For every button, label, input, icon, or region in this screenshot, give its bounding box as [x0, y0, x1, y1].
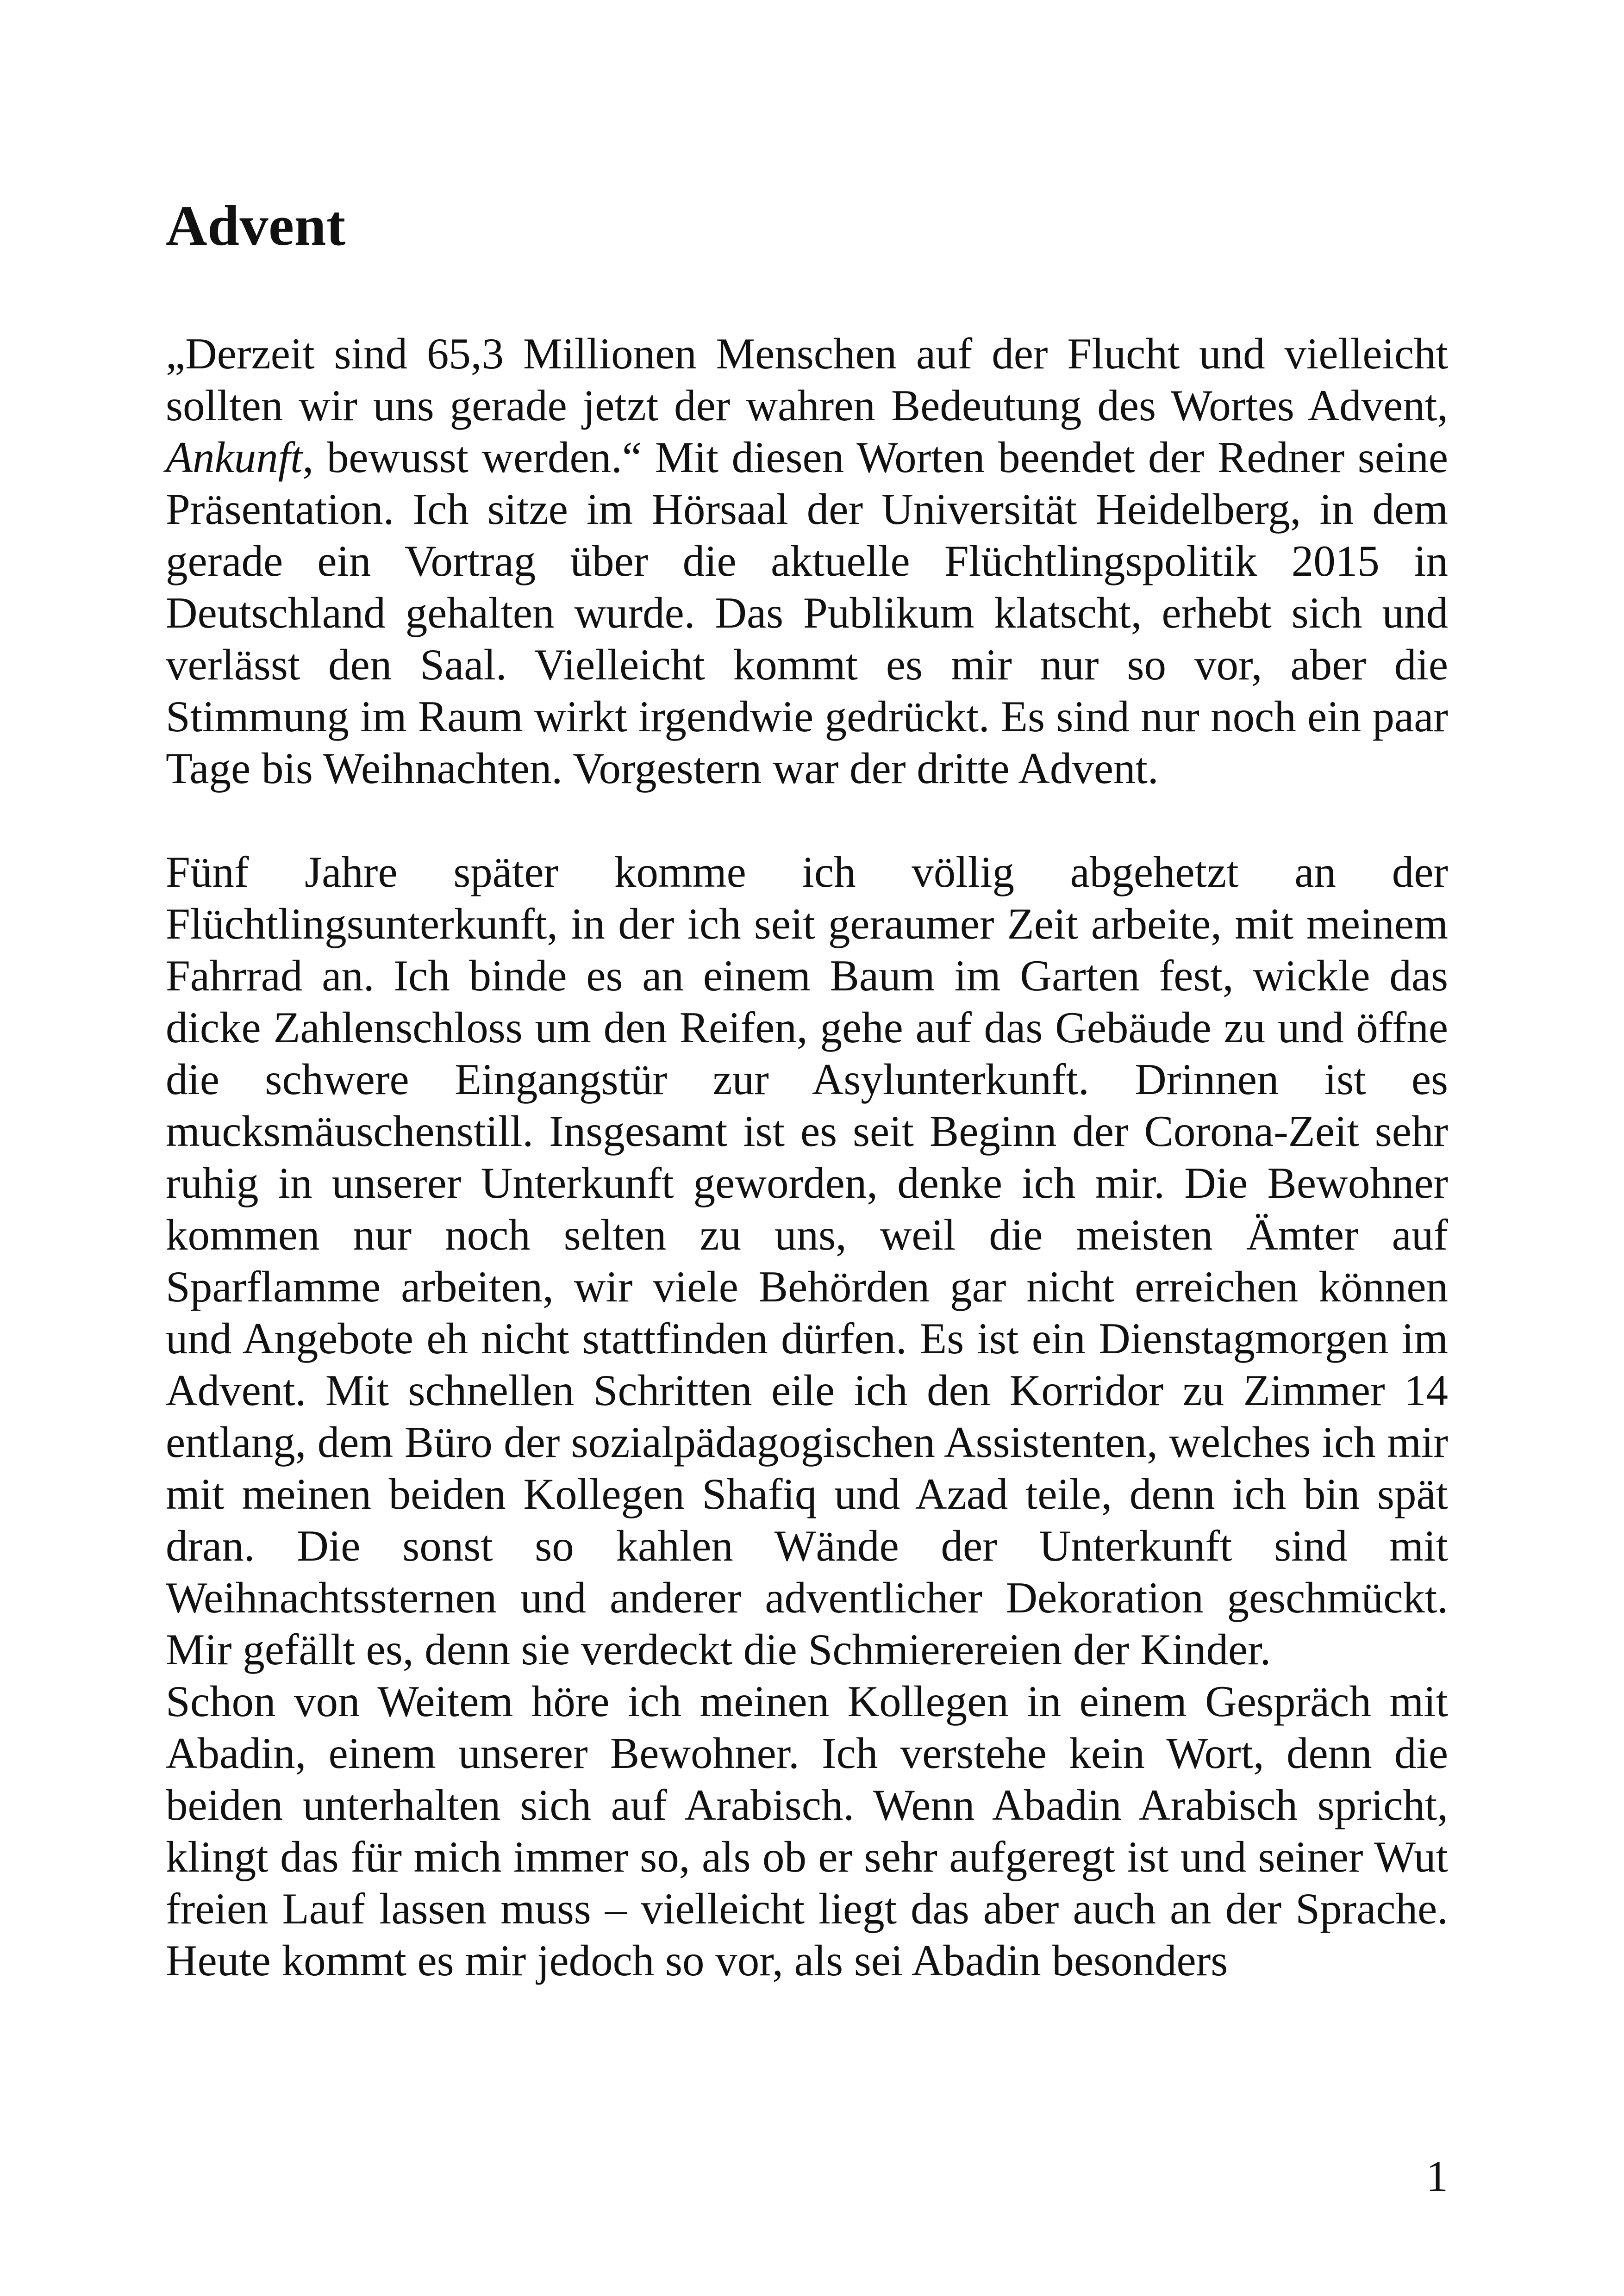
page-number: 1: [1426, 2152, 1448, 2201]
paragraph-2: Fünf Jahre später komme ich völlig abgehetzt an der Flüchtlingsunterkunft, in der ich seit geraumer Zeit arbeite, mit meinem Fahrrad an. Ich binde es an einem Baum im Garten fest, wickle das dicke Zahlenschloss um den Reifen, gehe auf das Gebäude zu und öffne die schwere Eingangstür zur Asylunterkunft. Drinnen ist es mucksmäuschenstill. Insgesamt ist es seit Beginn der Corona-Zeit sehr ruhig in unserer Unterkunft geworden, denke ich mir. Die Bewohner kommen nur noch selten zu uns, weil die meisten Ämter auf Sparflamme arbeiten, wir viele Behörden gar nicht erreichen können und Angebote eh nicht stattfinden dürfen. Es ist ein Dienstagmorgen im Advent. Mit schnellen Schritten eile ich den Korridor zu Zimmer 14 entlang, dem Büro der sozialpädagogischen Assistenten, welches ich mir mit meinen beiden Kollegen Shafiq und Azad teile, denn ich bin spät dran. Die sonst so kahlen Wände der Unterkunft sind mit Weihnachtssternen und anderer adventlicher Dekoration geschmückt. Mir gefällt es, denn sie verdeckt die Schmierereien der Kinder.: [166, 847, 1448, 1674]
page-title: Advent: [166, 194, 346, 257]
paragraph-1-part-2: , bewusst werden.“ Mit diesen Worten beendet der Redner seine Präsentation. Ich sitze im Hörsaal der Universität Heidelberg, in dem gerade ein Vortrag über die aktuelle Flüchtlingspolitik 2015 in Deutschland gehalten wurde. Das Publikum klatscht, erhebt sich und verlässt den Saal. Vielleicht kommt es mir nur so vor, aber die Stimmung im Raum wirkt irgendwie gedrückt. Es sind nur noch ein paar Tage bis Weihnachten. Vorgestern war der dritte Advent.: [166, 433, 1448, 793]
paragraph-1: [166, 328, 1448, 794]
page-content: [166, 194, 1448, 1986]
paragraph-1-part-1: „Derzeit sind 65,3 Millionen Menschen auf der Flucht und vielleicht sollten wir uns gerade jetzt der wahren Bedeutung des Wortes Advent,: [166, 329, 1448, 430]
paragraph-1-italic-word: Ankunft: [166, 433, 303, 482]
paragraph-3: Schon von Weitem höre ich meinen Kollegen in einem Gespräch mit Abadin, einem unserer Bewohner. Ich verstehe kein Wort, denn die beiden unterhalten sich auf Arabisch. Wenn Abadin Arabisch spricht, klingt das für mich immer so, als ob er sehr aufgeregt ist und seiner Wut freien Lauf lassen muss – vielleicht liegt das aber auch an der Sprache. Heute kommt es mir jedoch so vor, als sei Abadin besonders: [166, 1677, 1448, 1985]
